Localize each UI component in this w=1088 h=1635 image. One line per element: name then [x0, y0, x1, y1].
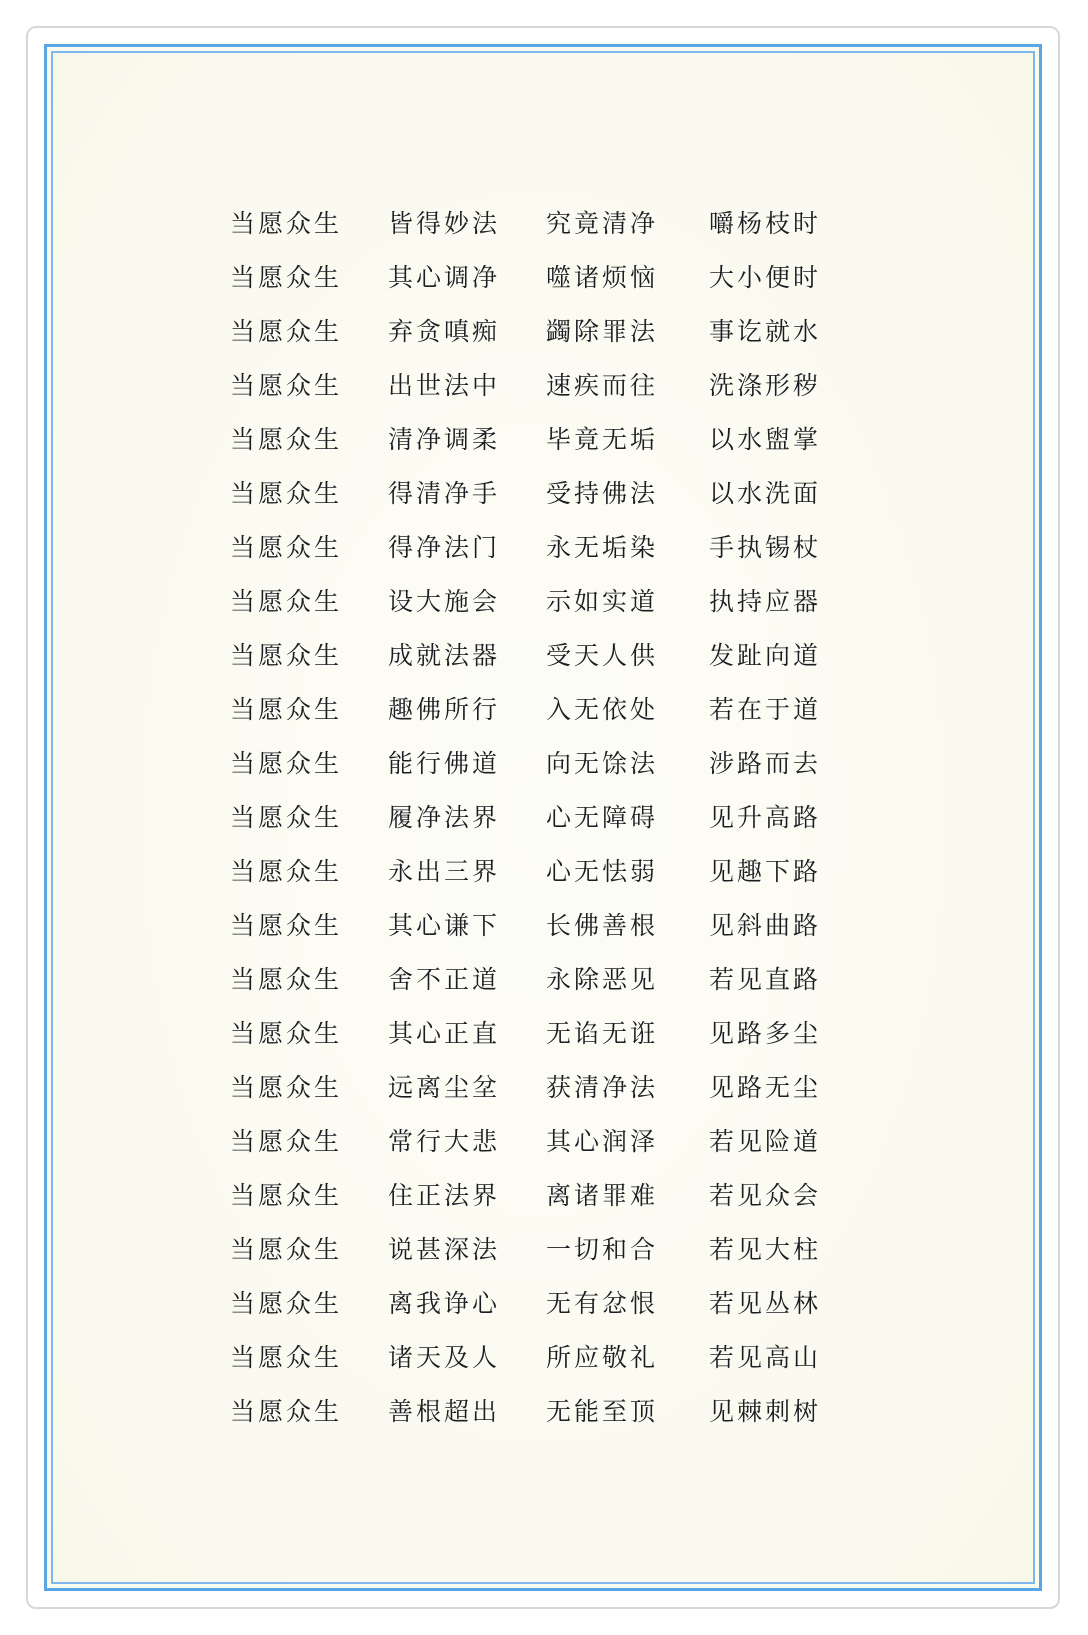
verse-phrase: 若见高山: [709, 1343, 822, 1372]
verse-phrase: 住正法界: [388, 1181, 501, 1210]
verse-phrase: 见路无尘: [709, 1073, 822, 1102]
verse-phrase: 善根超出: [388, 1397, 501, 1426]
verse-phrase: 无能至顶: [546, 1397, 659, 1426]
verse-phrase: 噬诸烦恼: [546, 263, 659, 292]
verse-phrase: 无有忿恨: [546, 1289, 659, 1318]
verse-phrase: 离我诤心: [388, 1289, 501, 1318]
verse-row: [230, 681, 850, 735]
verse-phrase: 速疾而往: [546, 371, 659, 400]
verse-phrase: 当愿众生: [230, 1073, 343, 1102]
verse-phrase: 究竟清净: [546, 209, 659, 238]
verse-row: [230, 897, 850, 951]
verse-phrase: 见棘刺树: [709, 1397, 822, 1426]
verse-phrase: 见趣下路: [709, 857, 822, 886]
verse-phrase: 当愿众生: [230, 695, 343, 724]
verse-phrase: 心无障碍: [546, 803, 659, 832]
verse-phrase: 以水洗面: [709, 479, 822, 508]
verse-phrase: 所应敬礼: [546, 1343, 659, 1372]
verse-phrase: 当愿众生: [230, 803, 343, 832]
verse-row: [230, 1275, 850, 1329]
verse-phrase: 若见丛林: [709, 1289, 822, 1318]
verse-phrase: 当愿众生: [230, 965, 343, 994]
verse-phrase: 其心润泽: [546, 1127, 659, 1156]
verse-phrase: 当愿众生: [230, 911, 343, 940]
verse-phrase: 当愿众生: [230, 263, 343, 292]
verse-phrase: 向无馀法: [546, 749, 659, 778]
verse-row: [230, 249, 850, 303]
verse-phrase: 长佛善根: [546, 911, 659, 940]
verse-phrase: 得清净手: [388, 479, 501, 508]
verse-phrase: 若见众会: [709, 1181, 822, 1210]
verse-row: [230, 1059, 850, 1113]
verse-phrase: 见升高路: [709, 803, 822, 832]
verse-phrase: 当愿众生: [230, 1127, 343, 1156]
verse-row: [230, 357, 850, 411]
verse-phrase: 得净法门: [388, 533, 501, 562]
verse-phrase: 当愿众生: [230, 587, 343, 616]
verse-phrase: 受天人供: [546, 641, 659, 670]
verse-phrase: 当愿众生: [230, 371, 343, 400]
verse-row: [230, 1383, 850, 1437]
verse-phrase: 远离尘坌: [388, 1073, 501, 1102]
verse-phrase: 当愿众生: [230, 209, 343, 238]
verse-phrase: 清净调柔: [388, 425, 501, 454]
verse-phrase: 永无垢染: [546, 533, 659, 562]
verse-phrase: 入无依处: [546, 695, 659, 724]
verse-phrase: 一切和合: [546, 1235, 659, 1264]
verse-phrase: 当愿众生: [230, 1235, 343, 1264]
verse-row: [230, 195, 850, 249]
verse-row: [230, 303, 850, 357]
verse-row: [230, 411, 850, 465]
verse-phrase: 当愿众生: [230, 1181, 343, 1210]
verse-phrase: 嚼杨枝时: [709, 209, 822, 238]
verse-phrase: 说甚深法: [388, 1235, 501, 1264]
verse-row: [230, 1221, 850, 1275]
verse-phrase: 当愿众生: [230, 1289, 343, 1318]
verse-row: [230, 843, 850, 897]
verse-phrase: 当愿众生: [230, 479, 343, 508]
verse-phrase: 涉路而去: [709, 749, 822, 778]
verse-phrase: 发趾向道: [709, 641, 822, 670]
verse-phrase: 洗涤形秽: [709, 371, 822, 400]
verse-phrase: 其心调净: [388, 263, 501, 292]
verse-phrase: 当愿众生: [230, 533, 343, 562]
verse-phrase: 舍不正道: [388, 965, 501, 994]
verse-row: [230, 951, 850, 1005]
verse-phrase: 执持应器: [709, 587, 822, 616]
verse-phrase: 设大施会: [388, 587, 501, 616]
verse-phrase: 永除恶见: [546, 965, 659, 994]
verse-phrase: 趣佛所行: [388, 695, 501, 724]
verse-row: [230, 465, 850, 519]
verse-phrase: 若在于道: [709, 695, 822, 724]
verse-phrase: 蠲除罪法: [546, 317, 659, 346]
verse-phrase: 当愿众生: [230, 1343, 343, 1372]
verse-row: [230, 1113, 850, 1167]
verse-row: [230, 519, 850, 573]
verse-phrase: 当愿众生: [230, 857, 343, 886]
verse-phrase: 出世法中: [388, 371, 501, 400]
verse-phrase: 永出三界: [388, 857, 501, 886]
verse-phrase: 大小便时: [709, 263, 822, 292]
verse-table: [230, 195, 850, 1437]
verse-phrase: 当愿众生: [230, 641, 343, 670]
verse-phrase: 履净法界: [388, 803, 501, 832]
verse-row: [230, 627, 850, 681]
verse-phrase: 当愿众生: [230, 1397, 343, 1426]
verse-row: [230, 1167, 850, 1221]
verse-phrase: 当愿众生: [230, 1019, 343, 1048]
verse-phrase: 诸天及人: [388, 1343, 501, 1372]
verse-phrase: 当愿众生: [230, 317, 343, 346]
verse-row: [230, 1329, 850, 1383]
verse-phrase: 心无怯弱: [546, 857, 659, 886]
verse-phrase: 若见大柱: [709, 1235, 822, 1264]
verse-phrase: 见斜曲路: [709, 911, 822, 940]
verse-row: [230, 1005, 850, 1059]
verse-phrase: 其心谦下: [388, 911, 501, 940]
verse-phrase: 其心正直: [388, 1019, 501, 1048]
verse-phrase: 皆得妙法: [388, 209, 501, 238]
verse-phrase: 以水盥掌: [709, 425, 822, 454]
verse-phrase: 成就法器: [388, 641, 501, 670]
verse-phrase: 获清净法: [546, 1073, 659, 1102]
verse-phrase: 毕竟无垢: [546, 425, 659, 454]
verse-phrase: 弃贪嗔痴: [388, 317, 501, 346]
verse-phrase: 若见直路: [709, 965, 822, 994]
verse-phrase: 手执锡杖: [709, 533, 822, 562]
verse-row: [230, 573, 850, 627]
verse-phrase: 若见险道: [709, 1127, 822, 1156]
verse-phrase: 事讫就水: [709, 317, 822, 346]
verse-phrase: 当愿众生: [230, 749, 343, 778]
verse-phrase: 受持佛法: [546, 479, 659, 508]
verse-phrase: 见路多尘: [709, 1019, 822, 1048]
verse-phrase: 当愿众生: [230, 425, 343, 454]
verse-row: [230, 789, 850, 843]
verse-phrase: 无谄无诳: [546, 1019, 659, 1048]
verse-phrase: 能行佛道: [388, 749, 501, 778]
verse-phrase: 常行大悲: [388, 1127, 501, 1156]
verse-phrase: 示如实道: [546, 587, 659, 616]
verse-phrase: 离诸罪难: [546, 1181, 659, 1210]
verse-row: [230, 735, 850, 789]
